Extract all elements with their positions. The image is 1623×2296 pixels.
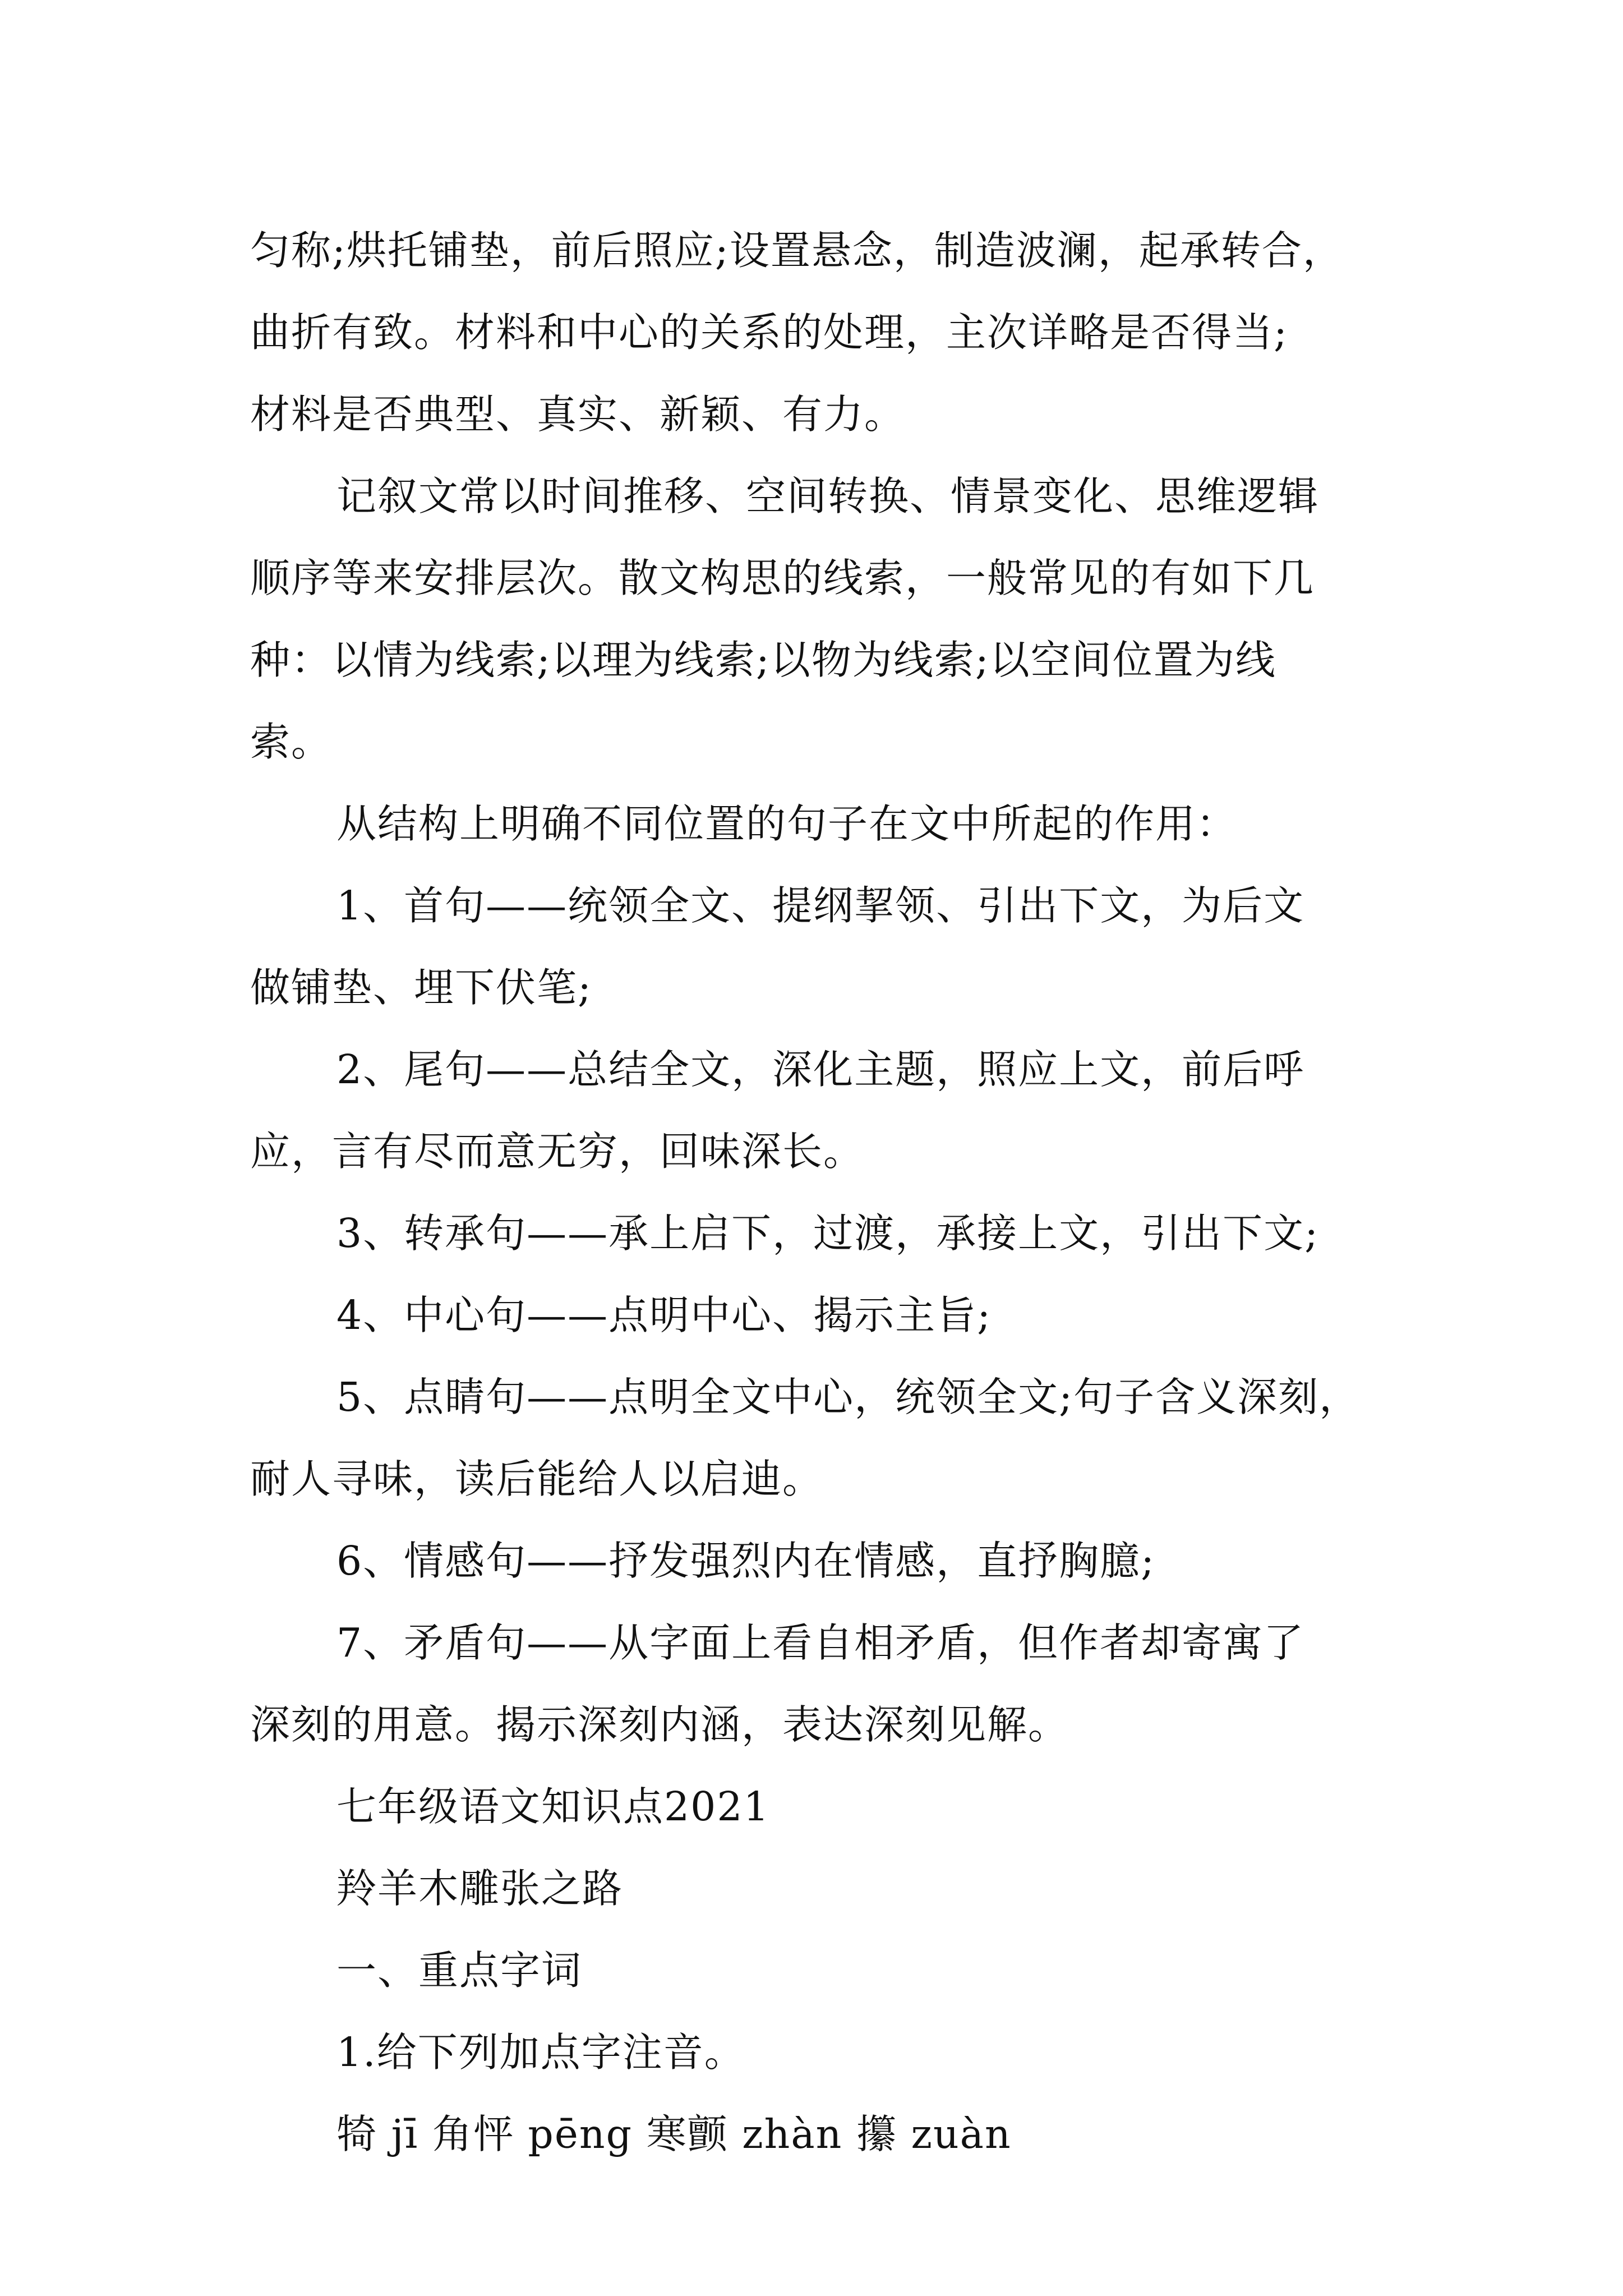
text-line: 材料是否典型、真实、新颖、有力。 (250, 391, 906, 438)
text-line: 3、转承句——承上启下，过渡，承接上文，引出下文; (336, 1210, 1320, 1257)
text-line: 匀称;烘托铺垫，前后照应;设置悬念，制造波澜，起承转合， (250, 227, 1344, 274)
text-line: 记叙文常以时间推移、空间转换、情景变化、思维逻辑 (336, 473, 1320, 519)
section-heading: 七年级语文知识点2021 (336, 1783, 770, 1830)
pinyin-line: 犄 jī 角怦 pēng 寒颤 zhàn 攥 zuàn (336, 2111, 1012, 2157)
text-line: 应，言有尽而意无穷，回味深长。 (250, 1128, 865, 1175)
text-line: 耐人寻味，读后能给人以启迪。 (250, 1456, 824, 1502)
text-line: 1、首句——统领全文、提纲挈领、引出下文，为后文 (336, 882, 1305, 929)
subsection-heading: 一、重点字词 (336, 1947, 583, 1994)
text-line: 从结构上明确不同位置的句子在文中所起的作用： (336, 800, 1238, 847)
text-line: 顺序等来安排层次。散文构思的线索，一般常见的有如下几 (250, 555, 1315, 601)
lesson-title: 羚羊木雕张之路 (336, 1865, 624, 1912)
text-line: 5、点睛句——点明全文中心，统领全文;句子含义深刻， (336, 1374, 1361, 1420)
text-line: 曲折有致。材料和中心的关系的处理，主次详略是否得当; (250, 309, 1288, 356)
text-line: 做铺垫、埋下伏笔; (250, 964, 592, 1011)
text-line: 2、尾句——总结全文，深化主题，照应上文，前后呼 (336, 1046, 1305, 1093)
text-line: 7、矛盾句——从字面上看自相矛盾，但作者却寄寓了 (336, 1619, 1305, 1666)
text-line: 4、中心句——点明中心、揭示主旨; (336, 1292, 992, 1338)
exercise-prompt: 1.给下列加点字注音。 (336, 2029, 745, 2076)
text-line: 索。 (250, 719, 333, 765)
text-line: 6、情感句——抒发强烈内在情感，直抒胸臆; (336, 1538, 1156, 1584)
text-line: 种：以情为线索;以理为线索;以物为线索;以空间位置为线 (250, 637, 1276, 683)
text-line: 深刻的用意。揭示深刻内涵，表达深刻见解。 (250, 1701, 1069, 1748)
